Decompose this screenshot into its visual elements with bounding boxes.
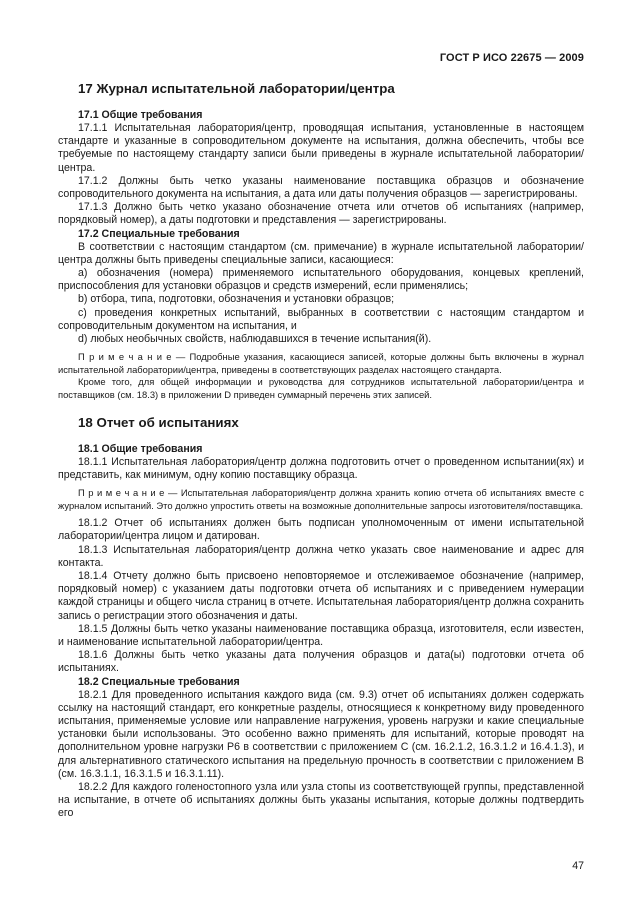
list-item-d: d) любых необычных свойств, наблюдавшихся в течение испытания(й). bbox=[78, 333, 432, 346]
paragraph-18-2-2: 18.2.2 Для каждого голеностопного узла или узла стопы из соответствующей группы, представленной на испытание, в отчете об испытаниях должны быть указаны испытания, которые должны подтвердить его bbox=[58, 781, 584, 820]
paragraph-18-1-1: 18.1.1 Испытательная лаборатория/центр должна подготовить отчет о проведенном испытании(ях) и представить, как минимум, одну копию поставщику образца. bbox=[58, 455, 584, 481]
document-body bbox=[58, 80, 584, 821]
note-label: П р и м е ч а н и е bbox=[78, 487, 165, 499]
paragraph-18-1-3: 18.1.3 Испытательная лаборатория/центр должна четко указать свое наименование и адрес для контакта. bbox=[58, 543, 584, 569]
paragraph-18-2-1: 18.2.1 Для проведенного испытания каждого вида (см. 9.3) отчет об испытаниях должен содержать ссылку на настоящий стандарт, его конкретные разделы, относящиеся к конкретному виду проведенного испытания, применяемые условие или направление нагружения, уровень нагрузки и какие специальные установки были использованы. Это особенно важно применять для испытаний, которые проводят на дополнительном уровне нагрузки P6 в соответствии с приложением C (см. 16.2.1.2, 16.3.1.2 и 16.4.1.3), и для альтернативного статического испытания на предельную прочность в соответствии с приложением B (см. 16.3.1.1, 16.3.1.5 и 16.3.1.11). bbox=[58, 688, 584, 780]
paragraph-17-2-intro: В соответствии с настоящим стандартом (см. примечание) в журнале испытательной лаборатории/центра должны быть приведены специальные записи, касающиеся: bbox=[58, 240, 584, 266]
note-text: — Подробные указания, касающиеся записей, которые должны быть включены в журнал испытательной лаборатории/центра, приведены в соответствующих разделах настоящего стандарта. bbox=[58, 351, 584, 375]
section-18-title: 18 Отчет об испытаниях bbox=[78, 414, 239, 430]
note-17-2-continued: Кроме того, для общей информации и руководства для сотрудников испытательной лаборатории/центра и поставщиков (см. 18.3) в приложении D приведен суммарный перечень этих записей. bbox=[58, 376, 584, 401]
paragraph-17-1-1: 17.1.1 Испытательная лаборатория/центр, проводящая испытания, установленные в настоящем стандарте и указанные в сопроводительном документе на испытания, должна обеспечить, чтобы все требуемые по настоящему стандарту записи были приведены в журнале испытательной лаборатории/центра. bbox=[58, 122, 584, 174]
paragraph-18-1-6: 18.1.6 Должны быть четко указаны дата получения образцов и дата(ы) подготовки отчета об испытаниях. bbox=[58, 649, 584, 675]
page-number: 47 bbox=[572, 860, 584, 872]
paragraph-18-1-2: 18.1.2 Отчет об испытаниях должен быть подписан уполномоченным от имени испытательной лаборатории/центра лицом и датирован. bbox=[58, 517, 584, 543]
note-18-1 bbox=[58, 487, 584, 512]
note-text: — Испытательная лаборатория/центр должна хранить копию отчета об испытаниях вместе с журналом испытаний. Это должно упростить ответы на возможные дополнительные запросы изготовителя/поставщика. bbox=[58, 487, 584, 511]
subsection-17-2-title: 17.2 Специальные требования bbox=[78, 227, 240, 240]
list-item-a: a) обозначения (номера) применяемого испытательного оборудования, концевых креплений, приспособления для установки образцов и средств измерений, если применялись; bbox=[58, 267, 584, 293]
list-item-c: c) проведения конкретных испытаний, выбранных в соответствии с настоящим стандартом и сопроводительным документом на испытания, и bbox=[58, 306, 584, 332]
section-17-title: 17 Журнал испытательной лаборатории/центра bbox=[78, 81, 395, 96]
subsection-18-1-title: 18.1 Общие требования bbox=[78, 442, 203, 455]
note-17-2 bbox=[58, 351, 584, 376]
paragraph-17-1-2: 17.1.2 Должны быть четко указаны наименование поставщика образцов и обозначение сопроводительного документа на испытания, а дата или даты получения образцов — зарегистрированы. bbox=[58, 174, 584, 201]
document-header: ГОСТ Р ИСО 22675 — 2009 bbox=[439, 52, 584, 64]
paragraph-18-1-4: 18.1.4 Отчету должно быть присвоено неповторяемое и отслеживаемое обозначение (например, порядковый номер) с указанием даты подготовки отчета об испытаниях и с приведением нумерации каждой страницы и общего числа страниц в отчете. Испытательная лаборатория/центр должна сохранить запись о регистрации этого обозначения и даты. bbox=[58, 570, 584, 622]
list-item-b: b) отбора, типа, подготовки, обозначения и установки образцов; bbox=[78, 293, 395, 306]
note-label: П р и м е ч а н и е bbox=[78, 351, 172, 363]
subsection-18-2-title: 18.2 Специальные требования bbox=[78, 675, 240, 688]
subsection-17-1-title: 17.1 Общие требования bbox=[78, 109, 203, 121]
paragraph-18-1-5: 18.1.5 Должны быть четко указаны наименование поставщика образца, изготовителя, если известен, и наименование испытательной лаборатории/центра. bbox=[58, 622, 584, 649]
paragraph-17-1-3: 17.1.3 Должно быть четко указано обозначение отчета или отчетов об испытаниях (например, порядковый номер), а даты подготовки и представления — зарегистрированы. bbox=[58, 201, 584, 227]
